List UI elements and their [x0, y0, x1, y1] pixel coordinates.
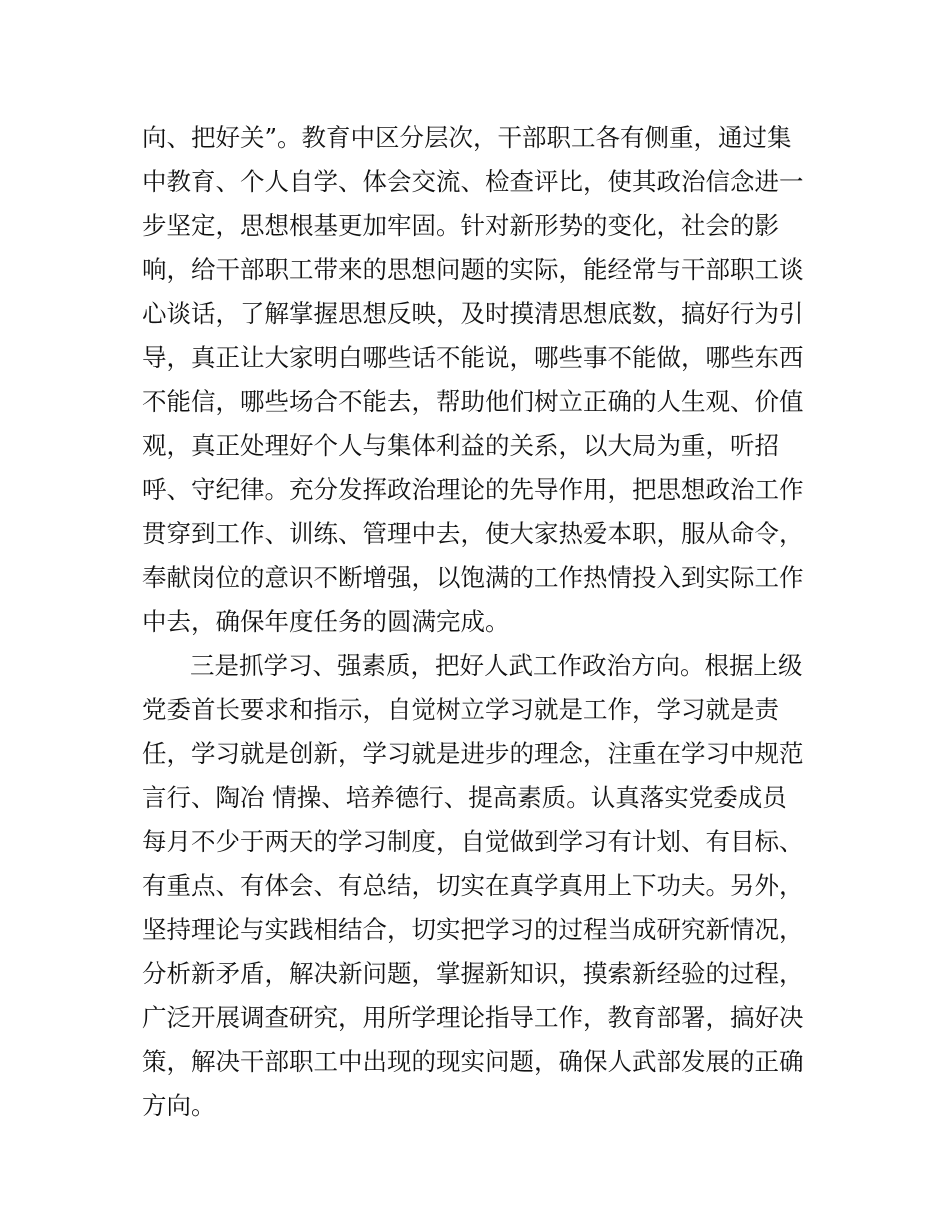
paragraph-2-line-9: 广泛开展调查研究，用所学理论指导工作，教育部署，搞好决: [142, 1003, 804, 1032]
paragraph-2-line-6: 有重点、有体会、有总结，切实在真学真用上下功夫。另外，: [142, 871, 804, 900]
paragraph-1-line-1: 向、把好关”。教育中区分层次，干部职工各有侧重，通过集: [142, 123, 792, 152]
paragraph-1-line-5: 心谈话，了解掌握思想反映，及时摸清思想底数，搞好行为引: [142, 299, 804, 328]
paragraph-1-line-6: 导，真正让大家明白哪些话不能说，哪些事不能做，哪些东西: [142, 343, 804, 372]
paragraph-1-line-11: 奉献岗位的意识不断增强，以饱满的工作热情投入到实际工作: [142, 563, 804, 592]
paragraph-2-line-5: 每月不少于两天的学习制度，自觉做到学习有计划、有目标、: [142, 827, 804, 856]
paragraph-1-line-3: 步坚定，思想根基更加牢固。针对新形势的变化，社会的影: [142, 211, 779, 240]
paragraph-1-line-7: 不能信，哪些场合不能去，帮助他们树立正确的人生观、价值: [142, 387, 804, 416]
paragraph-2-line-1: 三是抓学习、强素质，把好人武工作政治方向。根据上级: [190, 651, 803, 680]
paragraph-2-line-2: 党委首长要求和指示，自觉树立学习就是工作，学习就是责: [142, 695, 779, 724]
paragraph-2-line-7: 坚持理论与实践相结合，切实把学习的过程当成研究新情况，: [142, 915, 804, 944]
paragraph-2-line-11: 方向。: [142, 1091, 216, 1120]
paragraph-2-line-4: 言行、陶冶 情操、培养德行、提高素质。认真落实党委成员: [142, 783, 787, 812]
paragraph-1-line-4: 响，给干部职工带来的思想问题的实际，能经常与干部职工谈: [142, 255, 804, 284]
paragraph-1-line-10: 贯穿到工作、训练、管理中去，使大家热爱本职，服从命令，: [142, 519, 804, 548]
paragraph-1-line-12: 中去，确保年度任务的圆满完成。: [142, 607, 510, 636]
paragraph-2-line-3: 任，学习就是创新，学习就是进步的理念，注重在学习中规范: [142, 739, 804, 768]
paragraph-1-line-8: 观，真正处理好个人与集体利益的关系，以大局为重，听招: [142, 431, 779, 460]
paragraph-2-line-10: 策，解决干部职工中出现的现实问题，确保人武部发展的正确: [142, 1047, 804, 1076]
paragraph-1-line-2: 中教育、个人自学、体会交流、检查评比，使其政治信念进一: [142, 167, 804, 196]
paragraph-1-line-9: 呼、守纪律。充分发挥政治理论的先导作用，把思想政治工作: [142, 475, 804, 504]
paragraph-2-line-8: 分析新矛盾，解决新问题，掌握新知识，摸索新经验的过程，: [142, 959, 804, 988]
